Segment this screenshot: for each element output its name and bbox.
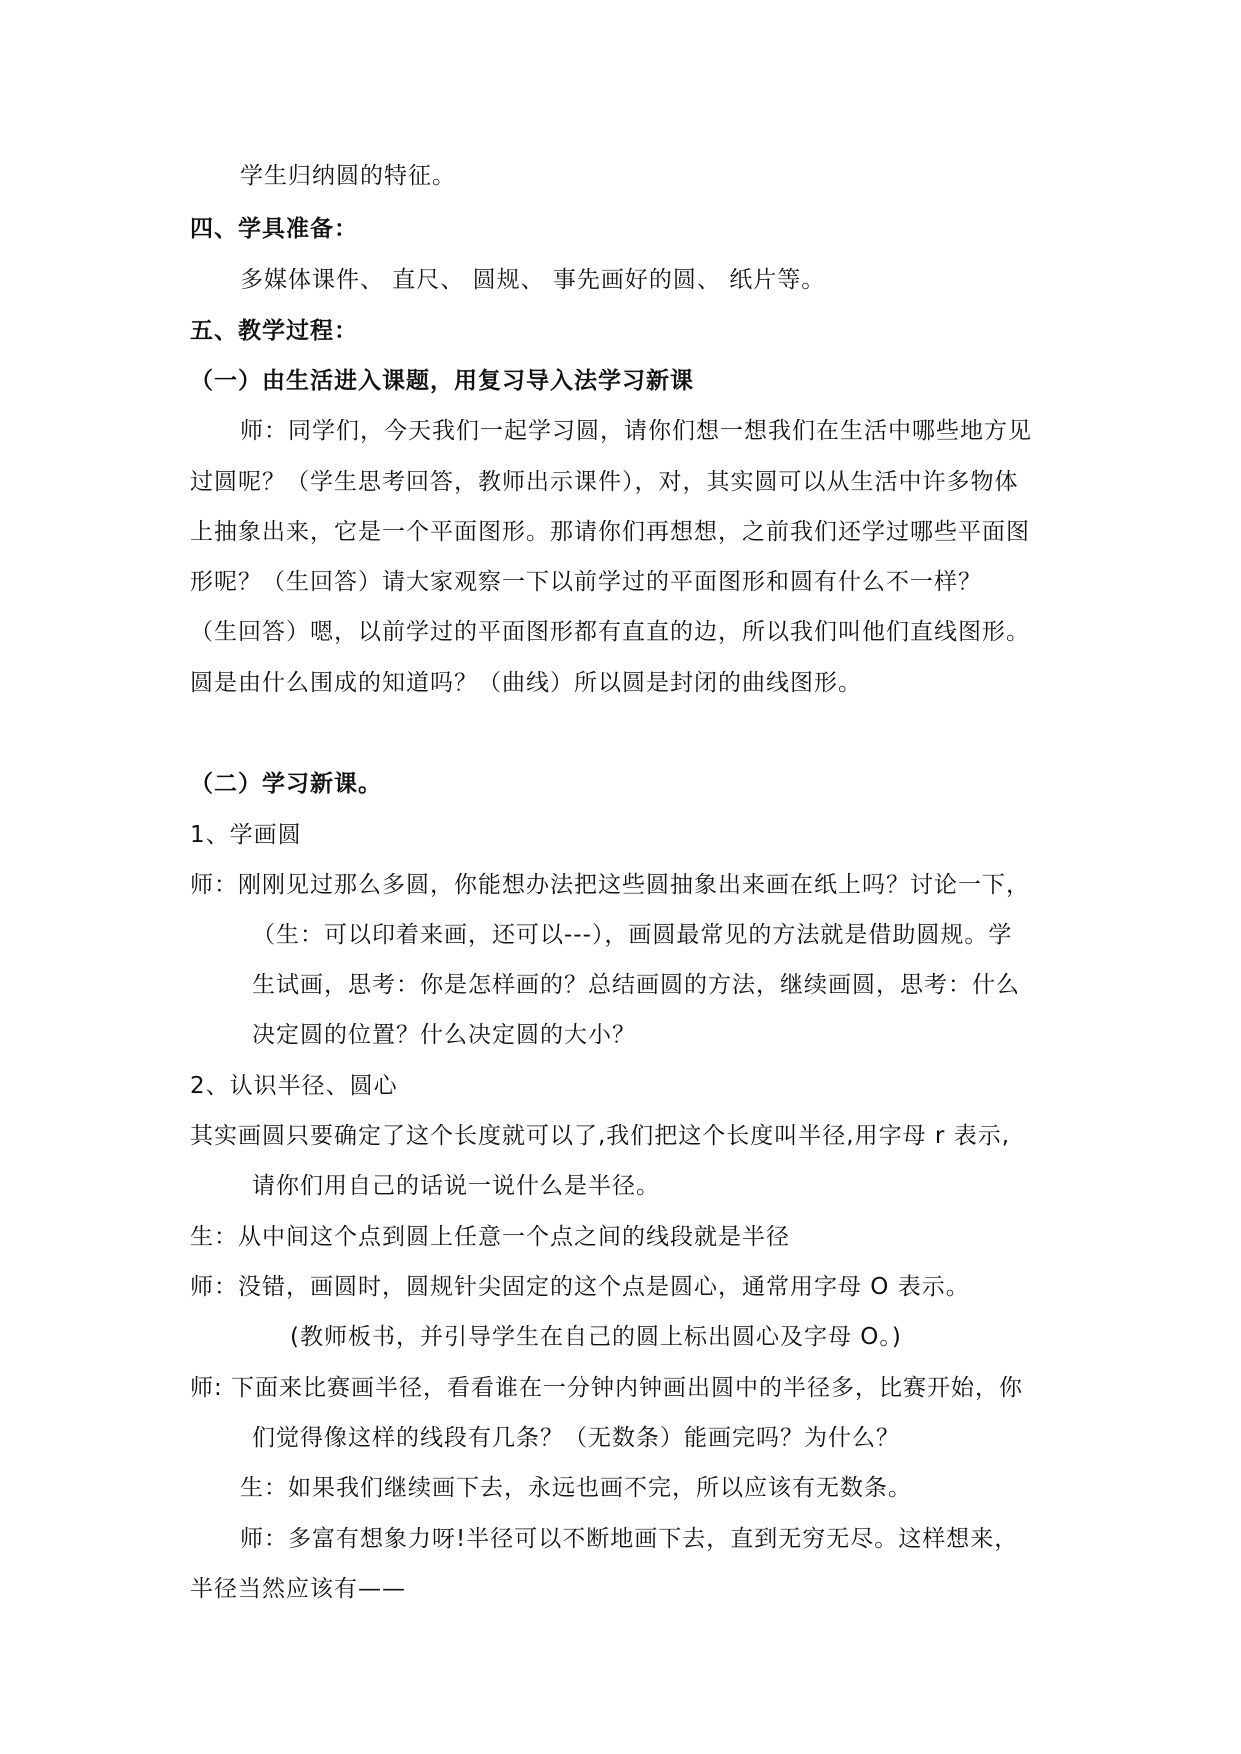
paragraph-line: 上抽象出来，它是一个平面图形。那请你们再想想，之前我们还学过哪些平面图	[190, 519, 1030, 545]
paragraph-line: 生：如果我们继续画下去，永远也画不完，所以应该有无数条。	[240, 1475, 912, 1501]
subsection-heading-intro: （一）由生活进入课题，用复习导入法学习新课	[190, 368, 694, 394]
paragraph-line: 们觉得像这样的线段有几条？（无数条）能画完吗？为什么？	[252, 1425, 900, 1451]
text-line-tools: 多媒体课件、 直尺、 圆规、 事先画好的圆、 纸片等。	[240, 267, 826, 293]
paragraph-line: 其实画圆只要确定了这个长度就可以了,我们把这个长度叫半径,用字母 r 表示,	[190, 1123, 1011, 1149]
paragraph-line: 半径当然应该有——	[190, 1576, 406, 1602]
section-heading-process: 五、教学过程：	[190, 318, 358, 344]
paragraph-line: 师：没错，画圆时，圆规针尖固定的这个点是圆心，通常用字母 O 表示。	[190, 1274, 970, 1300]
paragraph-line: 过圆呢？（学生思考回答，教师出示课件），对，其实圆可以从生活中许多物体	[190, 469, 1019, 495]
paragraph-line: 圆是由什么围成的知道吗？（曲线）所以圆是封闭的曲线图形。	[190, 670, 862, 696]
paragraph-line: （生回答）嗯，以前学过的平面图形都有直直的边，所以我们叫他们直线图形。	[190, 619, 1030, 645]
subsection-heading-new-lesson: （二）学习新课。	[190, 771, 382, 797]
paragraph-line: 师: 下面来比赛画半径，看看谁在一分钟内钟画出圆中的半径多，比赛开始，你	[190, 1375, 1024, 1401]
paragraph-line: 决定圆的位置？什么决定圆的大小？	[252, 1022, 636, 1048]
paragraph-line: 请你们用自己的话说一说什么是半径。	[252, 1173, 660, 1199]
paragraph-line: 形呢？（生回答）请大家观察一下以前学过的平面图形和圆有什么不一样？	[190, 569, 982, 595]
item-heading-radius-center: 2、认识半径、圆心	[190, 1073, 398, 1099]
paragraph-line: (教师板书，并引导学生在自己的圆上标出圆心及字母 O。)	[290, 1324, 902, 1350]
text-line-summary: 学生归纳圆的特征。	[240, 163, 456, 189]
item-heading-draw-circle: 1、学画圆	[190, 822, 302, 848]
paragraph-line: （生：可以印着来画，还可以---），画圆最常见的方法就是借助圆规。学	[252, 922, 1013, 948]
paragraph-line: 师：同学们，今天我们一起学习圆，请你们想一想我们在生活中哪些地方见	[240, 418, 1032, 444]
paragraph-line: 师：多富有想象力呀!半径可以不断地画下去，直到无穷无尽。这样想来，	[240, 1526, 1019, 1552]
paragraph-line: 师：刚刚见过那么多圆，你能想办法把这些圆抽象出来画在纸上吗？讨论一下，	[190, 872, 1030, 898]
paragraph-line: 生试画，思考：你是怎样画的？总结画圆的方法，继续画圆，思考：什么	[252, 972, 1020, 998]
section-heading-tools: 四、学具准备：	[190, 216, 358, 242]
paragraph-line: 生：从中间这个点到圆上任意一个点之间的线段就是半径	[190, 1224, 790, 1250]
